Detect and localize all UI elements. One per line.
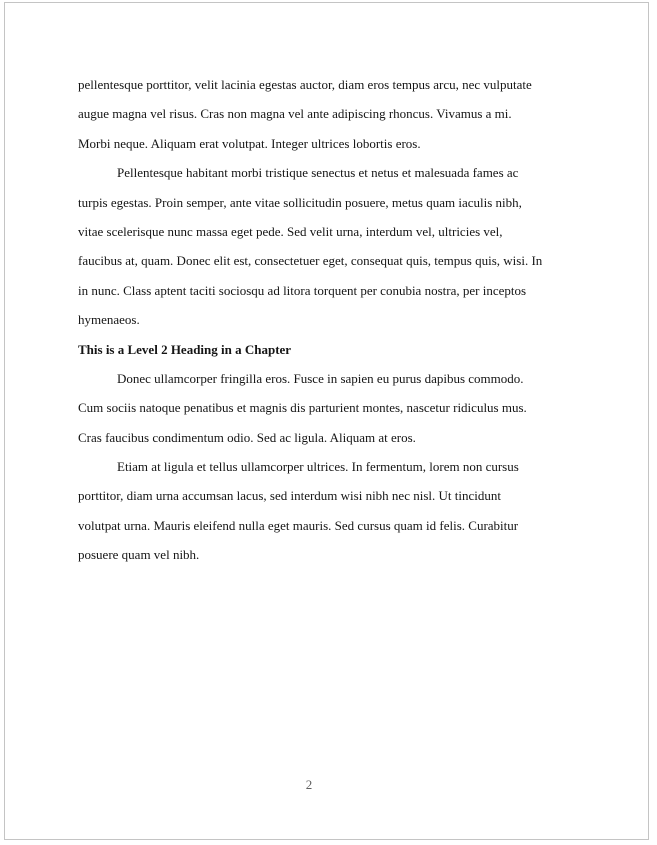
text-line: Cras faucibus condimentum odio. Sed ac ligula. Aliquam at eros.: [78, 429, 416, 445]
text-line: augue magna vel risus. Cras non magna vel ante adipiscing rhoncus. Vivamus a mi.: [78, 106, 512, 122]
page-footer: [5, 775, 613, 795]
text-line: Cum sociis natoque penatibus et magnis dis parturient montes, nascetur ridiculus mus.: [78, 400, 527, 416]
text-line: hymenaeos.: [78, 312, 140, 328]
page-number: 2: [305, 777, 313, 792]
text-line: faucibus at, quam. Donec elit est, consectetuer eget, consequat quis, tempus quis, wisi. In: [78, 253, 543, 269]
text-line: Morbi neque. Aliquam erat volutpat. Integer ultrices lobortis eros.: [78, 135, 421, 151]
text-line: volutpat urna. Mauris eleifend nulla eget mauris. Sed cursus quam id felis. Curabitur: [78, 517, 519, 533]
text-line: porttitor, diam urna accumsan lacus, sed interdum wisi nibh nec nisl. Ut tincidunt: [78, 488, 501, 504]
text-line: pellentesque porttitor, velit lacinia egestas auctor, diam eros tempus arcu, nec vulputate: [78, 77, 532, 92]
document-page: [4, 2, 649, 840]
text-line: posuere quam vel nibh.: [78, 547, 200, 563]
text-line: vitae scelerisque nunc massa eget pede. Sed velit urna, interdum vel, ultricies vel,: [78, 223, 503, 239]
text-line: turpis egestas. Proin semper, ante vitae sollicitudin posuere, metus quam iaculis nibh,: [78, 194, 522, 210]
text-line: Pellentesque habitant morbi tristique senectus et netus et malesuada fames ac: [117, 165, 519, 181]
text-line: in nunc. Class aptent taciti sociosqu ad litora torquent per conubia nostra, per inceptos: [78, 282, 527, 298]
text-line: Etiam at ligula et tellus ullamcorper ultrices. In fermentum, lorem non cursus: [117, 459, 519, 475]
document-body[interactable]: [78, 70, 638, 570]
section-heading: This is a Level 2 Heading in a Chapter: [78, 341, 292, 357]
text-line: Donec ullamcorper fringilla eros. Fusce in sapien eu purus dapibus commodo.: [117, 370, 524, 386]
